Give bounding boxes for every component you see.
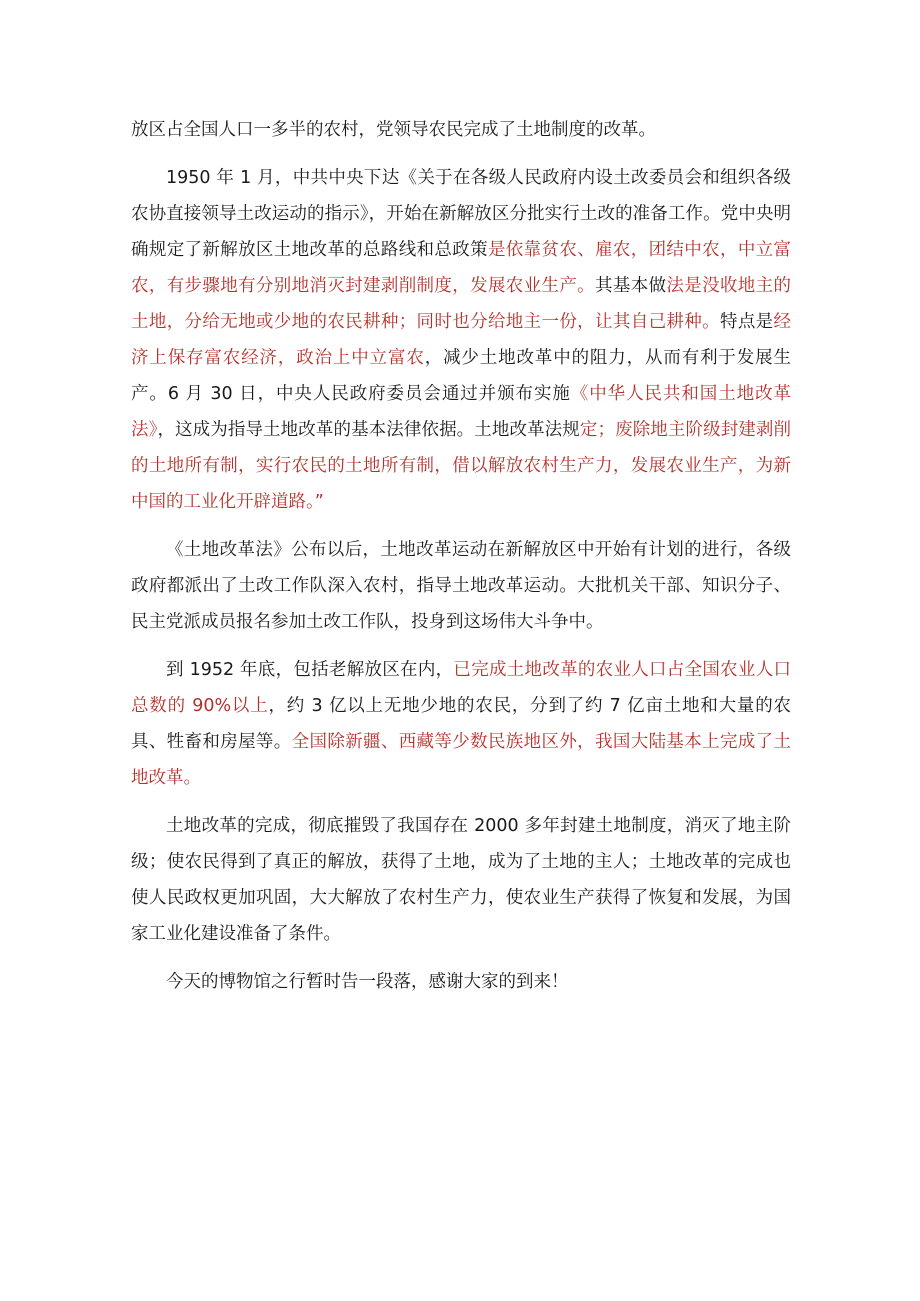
text-segment: 1950 年 1 月，中共中央下达《关于在各级人民政府内设土改委员会和组织各级农协直接领导土改运动的指示》，开始在新解放区分批实行土改的准备工作。党中央明确规定了新解放区土地改革的总路线和总政策	[131, 168, 791, 260]
highlighted-text: 《中华人民共和国土地改革法》	[131, 384, 791, 440]
paragraph-result-1952	[131, 652, 791, 796]
text-segment: 放区占全国人口一多半的农村，党领导农民完成了土地制度的改革。	[131, 120, 656, 140]
paragraph-law-implementation	[131, 532, 791, 640]
highlighted-text: 是依靠贫农、雇农，团结中农，中立富农，有步骤地有分别地消灭封建剥削制度，发展农业生产。	[131, 240, 792, 296]
highlighted-text: 定；废除地主阶级封建剥削的土地所有制，实行农民的土地所有制，借以解放农村生产力，发展农业生产，为新中国的工业化开辟道路。”	[131, 420, 792, 512]
text-segment: 《土地改革法》公布以后，土地改革运动在新解放区中开始有计划的进行，各级政府都派出了土改工作队深入农村，指导土地改革运动。大批机关干部、知识分子、民主党派成员报名参加土改工作队，投身到这场伟大斗争中。	[131, 540, 791, 632]
text-segment: ，这成为指导土地改革的基本法律依据。土地改革法规	[157, 420, 580, 440]
text-segment: ，约 3 亿以上无地少地的农民，分到了约 7 亿亩土地和大量的农具、牲畜和房屋等。	[131, 696, 791, 752]
text-segment: 特点是	[719, 312, 774, 332]
text-segment: ，减少土地改革中的阻力，从而有利于发展生产。6 月 30 日，中央人民政府委员会通过并颁布实施	[131, 348, 792, 404]
document-body	[131, 112, 791, 1000]
highlighted-text: 经济上保存富农经济，政治上中立富农	[131, 312, 792, 368]
text-segment: 土地改革的完成，彻底摧毁了我国存在 2000 多年封建土地制度，消灭了地主阶级；使农民得到了真正的解放，获得了土地，成为了土地的主人；土地改革的完成也使人民政权更加巩固，大大解放了农村生产力，使农业生产获得了恢复和发展，为国家工业化建设准备了条件。	[131, 816, 791, 944]
highlighted-text: 全国除新疆、西藏等少数民族地区外，我国大陆基本上完成了土地改革。	[131, 732, 791, 788]
highlighted-text: 已完成土地改革的农业人口占全国农业人口总数的 90%以上	[131, 660, 791, 716]
paragraph-significance	[131, 808, 791, 952]
highlighted-text: 法是没收地主的土地，分给无地或少地的农民耕种；同时也分给地主一份，让其自己耕种。	[131, 276, 792, 332]
text-segment: 今天的博物馆之行暂时告一段落，感谢大家的到来！	[166, 972, 569, 992]
text-segment: 到 1952 年底，包括老解放区在内，	[166, 660, 454, 680]
paragraph-intro-tail	[131, 112, 791, 148]
paragraph-closing	[131, 964, 791, 1000]
text-segment: 其基本做	[595, 276, 667, 296]
paragraph-policy-1950	[131, 160, 791, 520]
